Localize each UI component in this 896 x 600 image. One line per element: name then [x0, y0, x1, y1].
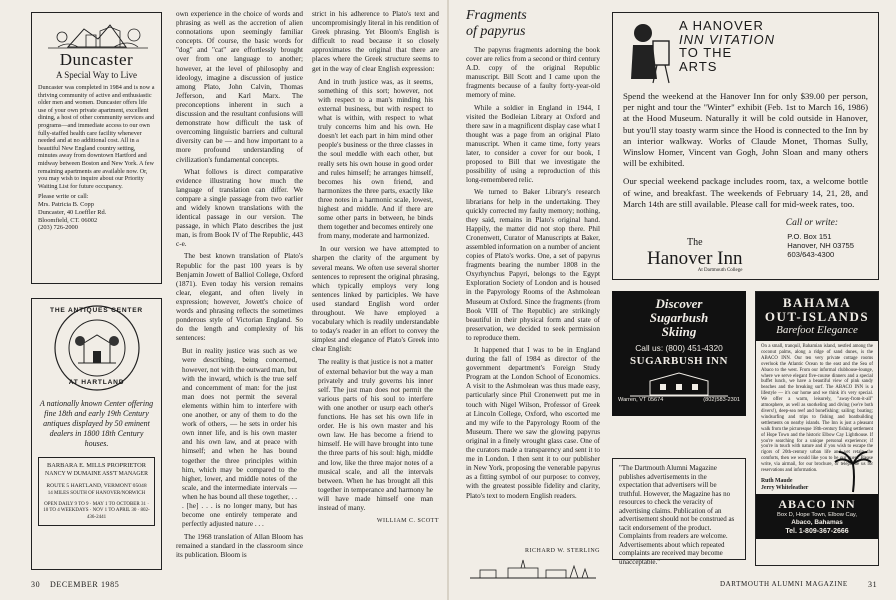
paragraph: The 1968 translation of Allan Bloom has remained a standard in the classroom since its publication. Bloom is — [176, 533, 303, 560]
hanover-inn-logo — [623, 232, 743, 273]
abaco-address1: Box D, Hope Town, Elbow Cay, — [776, 512, 857, 518]
address-line: Hanover, NH 03755 — [787, 241, 854, 251]
antiques-hours: OPEN DAILY 9 TO 9 · MAY 1 TO OCTOBER 31 · 10 TO 4 WEEKDAYS · NOV 1 TO APRIL 30 · 802-436-2441 — [43, 502, 150, 520]
antiques-blurb: A nationally known Center offering fine 18th and early 19th Century antiques displayed by 50 eminent dealers in 1800 18th Century houses. — [39, 399, 154, 448]
logo-the: The — [686, 237, 703, 249]
article-body — [466, 46, 600, 546]
paragraph: We turned to Baker Library's research librarians for help in the undertaking. They quickly corrected my faulty memory; nothing, they said, remains in Plato's original hand. Happily, the matter did not stop there. Phil Cronenwett, Curator of Manuscripts at Baker, assembled information on a number of ancient copies of Plato's works. One, a set of papyrus fragments bearing the number 1808 in the Oxyrhynchus Papyri, belongs to the Egypt Exploration Society of London and is housed in the Papyrology Rooms of the Ashmolean Museum at Oxford. Since the fragments (from Book VIII of The Republic) are strikingly beautiful in their physical form and state of preservation, we decided to seek permission to reproduce them. — [466, 188, 600, 342]
owner-name: Ruth Maude — [761, 478, 793, 484]
abaco-body: On a small, tranquil, Bahamian island, nestled among the coconut palms, along a ridge of sand dunes, is the ABACO INN. Our ten very private cottage rooms overlook the Atlantic Ocean to the east and the Sea of Abaco to the west. From our informal clubhouse-lounge, where we serve elegant five-course dinners and a special buffet lunch, we have a beautiful view of pink sandy beaches and the breaking surf. The ABACO INN is a lifestyle — it's our home and we think it's very special. We offer a warm, leisurely, "away-from-it-all" atmosphere, as well as snorkeling and diving (we're both divers!), deep-sea reef and bonefishing; sailing; boating; windsurfing and trips to fishing and boatbuilding settlements on nearby islands. The Inn is just a pleasant walk from the picturesque 18th-century fishing settlement of Hope Town and the historic Elbow Cay Lighthouse. If you're searching for a unique personal experience; if you're in touch with nature and if you wish to escape the rigors of 20th-century urban life and yet retain the comforts, then we would like you to be our guest. Please write, via airmail, for our brochure, or telephone us for reservations and information. — [761, 344, 873, 474]
sugarbush-phone: Call us: (800) 451-4320 — [635, 343, 723, 353]
contact-line: Duncaster, 40 Loeffler Rd. — [38, 208, 107, 216]
author-signature: WILLIAM C. SCOTT — [376, 518, 439, 525]
sugarbush-line2: Sugarbush — [649, 310, 709, 325]
hanover-body-1: Spend the weekend at the Hanover Inn for only $39.00 per person, per night and tour the "Winter" exhibit (Feb. 1st to March 16, 1986) at the Hood Museum. Naturally it will be cold outside in Hanover, but you'll stay toasty warm since the Hood is connected to the Inn by an interior walkway. Works of Claude Monet, Thomas Sully, Winslow Homer, Vincent van Gogh, John Sloan and many others will be exhibited. — [623, 91, 868, 169]
headline-line: ARTS — [679, 58, 718, 74]
address-line: 603/643-4300 — [787, 250, 835, 260]
abaco-tel: Tel. 1-809-367-2666 — [785, 528, 849, 535]
antiques-emblem — [38, 303, 155, 393]
antiques-arc-bottom-text: AT HARTLAND — [68, 379, 125, 386]
headline-line: TO THE — [679, 45, 733, 60]
antiques-manager: NANCY W DUMAINE ASS'T MANAGER — [45, 471, 148, 477]
antiques-address: ROUTE 5 HARTLAND, VERMONT 05048 — [46, 483, 147, 489]
campus-skyline-icon — [466, 558, 600, 580]
logo-sub: At Dartmouth College — [697, 268, 743, 274]
paragraph: The best known translation of Plato's Republic for the past 100 years is by Benjamin Jowett of Balliol College, Oxford (1871). Even today his version remains clear, elegant, and often lively in expression; however, Jowett's choice of words and phrasing reflects the sometimes ponderous style of Victorian England. So do the length and complexity of his sentences: — [176, 252, 303, 343]
sugarbush-tel: (802)583-2301 — [703, 397, 740, 403]
headline-line: INN VITATION — [679, 31, 776, 47]
abaco-header — [756, 292, 878, 341]
headline-line: A HANOVER — [679, 18, 764, 33]
sugarbush-inn-icon — [618, 369, 740, 397]
article-signature: RICHARD W. STERLING — [524, 548, 600, 554]
right-magazine-name: DARTMOUTH ALUMNI MAGAZINE — [720, 580, 848, 588]
article-column-a — [176, 10, 303, 580]
duncaster-tagline: A Special Way to Live — [55, 70, 138, 80]
hanover-call-prompt: Call or write: — [785, 218, 838, 229]
duncaster-ad — [31, 12, 162, 284]
duncaster-title: Duncaster — [59, 50, 134, 69]
hanover-headline — [679, 19, 775, 73]
abaco-subtitle: Barefoot Elegance — [776, 324, 858, 336]
article-title-line2: of papyrus — [466, 24, 526, 39]
abaco-name: ABACO INN — [778, 497, 856, 511]
antiques-arc-top-text: THE ANTIQUES CENTER — [50, 307, 143, 314]
paragraph: In our version we have attempted to sharpen the clarity of the argument by several means. We often use several shorter sentences to represent the original phrasing, which typically employs very long sentences linked by participles. We have used standard English word order throughout. We have employed a vocabulary which is readily understandable to today's reader in an effort to convey the simplest and elegance of Plato's Greek into clear English: — [312, 245, 439, 354]
antiques-info-box — [38, 457, 155, 526]
bloom-quote: And in truth justice was, as it seems, something of this sort; however, not with respect to a man's minding his external business, but with respect to what is within, with respect to what truly concerns him and his own. He doesn't let each part in him mind other people's business or the three classes in the soul meddle with each other, but really sets his own house in good order and rules himself; he arranges himself, becomes his own friend, and harmonizes the three parts, exactly like three notes in a harmonic scale, lowest, highest and middle. And if there are some other parts in between, he binds them together and becomes entirely one from many, moderate and harmonized. — [318, 77, 433, 241]
contact-line: Bloomfield, CT. 06002 — [38, 216, 98, 224]
hanover-body-2: Our special weekend package includes room, tax, a welcome bottle of wine, and breakfast. The weekends of February 14, 21, 28, and March 14th are still available. Please call for mid-week rates, too. — [623, 176, 868, 209]
sugarbush-ad — [612, 291, 746, 416]
abaco-inn-ad — [755, 291, 879, 566]
article-title-line1: Fragments — [466, 8, 527, 23]
abaco-address2: Abaco, Bahamas — [791, 519, 843, 526]
antiques-directions: 14 MILES SOUTH OF HANOVER/NORWICH — [47, 491, 146, 496]
hanover-address — [787, 232, 868, 273]
artist-figure-icon — [623, 19, 671, 85]
duncaster-body: Duncaster was completed in 1984 and is now a thriving community of active and enthusiastic older men and women. Duncaster offers life use of your own private apartment, excellent dining, a host of other community services and programs—and immediate access to our own fully-staffed health care facility whenever needed and at no additional cost. All in a beautiful New England country setting, minutes away from downtown Hartford and midway between Boston and New York. A few remaining apartments are available now. Or, you may wish to inquire about our Priority Waiting List for future occupancy. — [38, 84, 155, 190]
sugarbush-town: Warren, VT 05674 — [618, 397, 664, 403]
left-page-number: 30 — [31, 580, 41, 589]
jowett-quote: But in reality justice was such as we were describing, being concerned, however, not with the outward man, but with the inward, which is the true self and concernment of man: for the just man does not permit the several elements within him to interfere with one another, or any of them to do the work of others, — he sets in order his own inner life, and is his own master and his own law, and at peace with himself; and when he has bound together the three principles within him, which may be compared to the higher, lower, and middle notes of the scale, and the intermediate intervals — when he has bound all these together, . . . [he] . . . is no longer many, but has become one entirely temperate and perfectly adjusted nature . . . — [182, 347, 297, 529]
paragraph: strict in his adherence to Plato's text and uncompromisingly literal in his rendition of Greek phrasing. Yet Bloom's English is difficult to read because it so closely approximates the original that there are places where the Greek structure seems to get in the way of clear English expression: — [312, 10, 439, 73]
contact-line: (203) 726-2000 — [38, 224, 78, 232]
duncaster-contact-prompt: Please write or call: — [38, 193, 89, 201]
owner-name: Jerry Whiteleather — [761, 485, 809, 491]
notice-text: "The Dartmouth Alumni Magazine publishes advertisements in the expectation that advertisers will be truthful. However, the Magazine has no resources to check the veracity of advertising claims. Publication of an advertisement should not be construed as tacit endorsement of the product. Complaints from readers are welcome. Advertisements about which repeated complaints are received may become unacceptable." — [619, 464, 735, 566]
page-gutter — [447, 0, 449, 600]
abaco-owners — [761, 478, 808, 492]
right-page-number: 31 — [868, 580, 878, 589]
abaco-title2: OUT-ISLANDS — [764, 309, 870, 324]
paragraph: It happened that I was to be in England during the fall of 1984 as director of the government department's Foreign Study Program at the London School of Economics. A visit to the Ashmolean was thus made easy, particularly since Phil Cronenwett put me in touch with Nigel Wilson, Professor of Greek at Lincoln College, Oxford, who escorted me and my wife to the Papyrology Room of the Museum. There we saw the glowing papyrus original in a finely wrought glass case. One of the curators made a transparency and sent it to me in London. I then sent it to our publisher in New York, proposing the venerable papyrus as a fitting symbol of our purpose: to convey, with the greatest possible fidelity and clarity, Plato's text to modern English readers. — [466, 346, 600, 500]
duncaster-logo-icon — [38, 17, 155, 51]
sugarbush-name: SUGARBUSH INN — [630, 355, 728, 367]
antiques-proprietor: BARBARA E. MILLS PROPRIETOR — [47, 462, 146, 469]
new-translation-quote: The reality is that justice is not a matter of external behavior but the way a man privately and truly governs his inner self. The just man does not permit the various parts of his soul to interfere with one another or usurp each other's functions. He has set his own life in order. He is his own master and his own law. He has become a friend to himself. He will have brought into tune the three parts of his soul: high, middle and low, like the three major notes of a musical scale, and all the intervals between. When he has brought all this together in temperance and harmony he will have made himself one man instead of many. — [318, 358, 433, 512]
hanover-inn-ad — [612, 12, 879, 280]
antiques-center-ad — [31, 298, 162, 570]
duncaster-contact — [38, 201, 155, 231]
contact-line: Mrs. Patricia B. Copp — [38, 201, 94, 209]
sugarbush-line1: Discover — [655, 296, 703, 311]
left-issue-date: DECEMBER 1985 — [50, 580, 120, 589]
paragraph: While a soldier in England in 1944, I visited the Bodleian Library at Oxford and there saw in a magnificent display case what I thought was a page from an original Plato manuscript. When it came time, forty years later, to consider a cover for our book, I proposed to Bill that we investigate the possibility of using a reproduction of this long-remembered relic. — [466, 103, 600, 185]
palm-tree-icon — [833, 450, 873, 492]
papyrus-article — [466, 8, 600, 580]
address-line: P.O. Box 151 — [787, 232, 832, 242]
sugarbush-line3: Skiing — [661, 324, 697, 339]
paragraph: What follows is direct comparative evidence illustrating how much the language of translation can differ. We compare a single passage from two earlier and widely known translations with the identical passage in our version. The passage, in which Plato describes the just man, is from Book IV of The Republic, 443 c-e. — [176, 167, 303, 249]
article-column-b — [312, 10, 439, 580]
paragraph: The papyrus fragments adorning the book cover are relics from a second or third century A.D. copy of the original Republic manuscript. Bill Scott and I came upon the fragments because of a faulty forty-year-old memory of mine. — [466, 46, 600, 100]
advertising-notice — [612, 458, 746, 566]
abaco-title1: BAHAMA — [782, 295, 852, 310]
abaco-footer — [756, 494, 878, 539]
paragraph: own experience in the choice of words and phrasing as well as the accretion of alien connotations upon seemingly familiar concepts. Of course, the basic words for "dog" and "cat" are effortlessly brought over from one language to another; however, at the level of philosophy and ideology, imagine a discussion of justice among Plato, John Calvin, Thomas Jefferson, and Karl Marx. The preconceptions inherent in such a discussion and the resultant confusions will demonstrate how difficult the task of overcoming linguistic barriers and cultural diversity can be — and how important to a more profound understanding of civilization's fundamental concepts. — [176, 10, 303, 164]
logo-name: Hanover Inn — [647, 248, 743, 270]
